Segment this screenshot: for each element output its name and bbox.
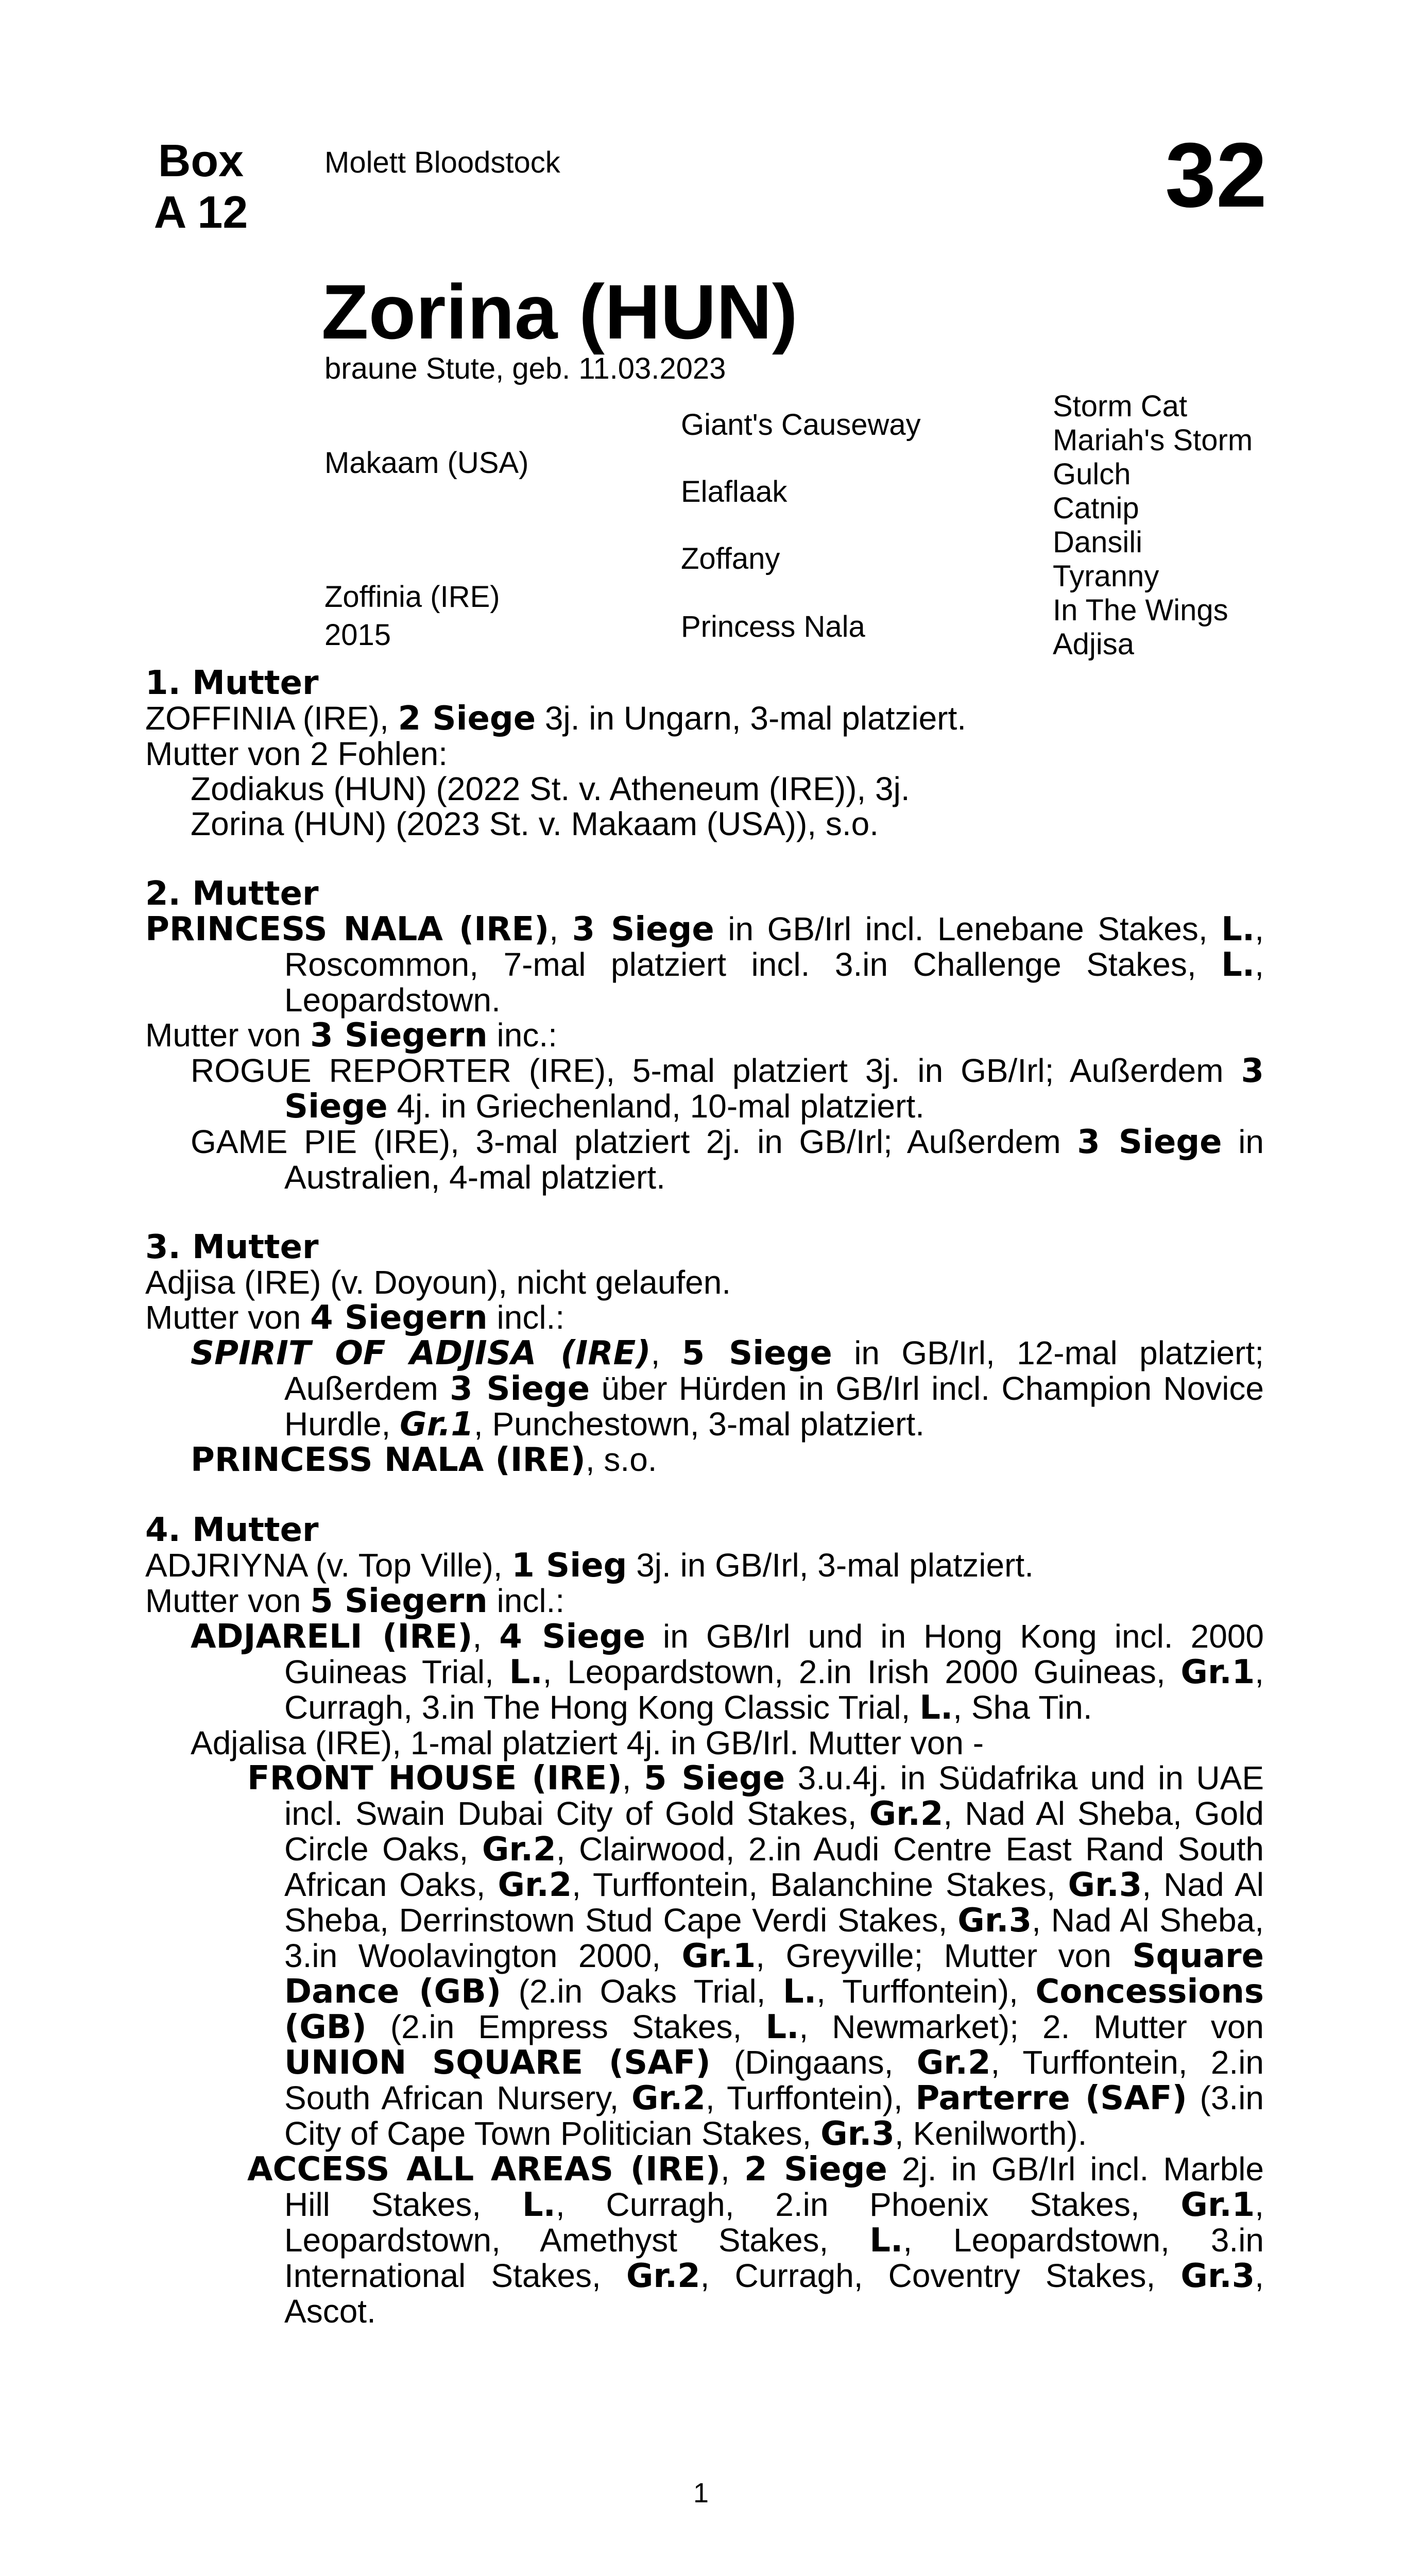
grand-offspring-item: ACCESS ALL AREAS (IRE), 2 Siege 2j. in GB/Irl incl. Marble Hill Stakes, L., Curragh, 2.in Phoenix Stakes, Gr.1, Leopardstown, Amethyst Stakes, L., Leopardstown, 3.in International Stakes, Gr.2, Curragh, Coventry Stakes, Gr.3, Ascot.: [247, 2150, 1264, 2330]
pedigree-gen3: Tyranny: [1053, 560, 1159, 593]
box-number: A 12: [153, 187, 248, 238]
dam-record: PRINCESS NALA (IRE), 3 Siege in GB/Irl incl. Lenebane Stakes, L., Roscommon, 7-mal platziert incl. 3.in Challenge Stakes, L., Leopardstown.: [145, 910, 1264, 1019]
dam-record: ADJRIYNA (v. Top Ville), 1 Sieg 3j. in GB/Irl, 3-mal platziert.: [145, 1547, 1034, 1585]
pedigree-gen3: Gulch: [1053, 457, 1131, 491]
box-title: Box: [158, 135, 244, 186]
offspring-heading: Mutter von 5 Siegern incl.:: [145, 1582, 565, 1620]
pedigree-gen2: Zoffany: [681, 542, 780, 575]
offspring-heading: Mutter von 3 Siegern inc.:: [145, 1016, 557, 1055]
horse-name: Zorina (HUN): [321, 268, 798, 355]
family-text: [145, 666, 1264, 2364]
pedigree-gen3: In The Wings: [1053, 594, 1228, 627]
section-mutter-4: [145, 1513, 1264, 2329]
pedigree-dam-year: 2015: [324, 618, 391, 652]
offspring-item: SPIRIT OF ADJISA (IRE), 5 Siege in GB/Irl, 12-mal platziert; Außerdem 3 Siege über Hürden in GB/Irl incl. Champion Novice Hurdle, Gr.1, Punchestown, 3-mal platziert.: [191, 1334, 1264, 1444]
offspring-item: GAME PIE (IRE), 3-mal platziert 2j. in GB/Irl; Außerdem 3 Siege in Australien, 4-mal platziert.: [191, 1123, 1264, 1196]
offspring-item: Zorina (HUN) (2023 St. v. Makaam (USA)), s.o.: [191, 805, 879, 842]
lot-number: 32: [1165, 124, 1267, 226]
offspring-heading: Mutter von 4 Siegern incl.:: [145, 1299, 565, 1337]
offspring-item: ADJARELI (IRE), 4 Siege in GB/Irl und in Hong Kong incl. 2000 Guineas Trial, L., Leopardstown, 2.in Irish 2000 Guineas, Gr.1, Curragh, 3.in The Hong Kong Classic Trial, L., Sha Tin.: [191, 1618, 1264, 1727]
pedigree-sire: Makaam (USA): [324, 446, 529, 480]
box-label: [144, 135, 258, 238]
section-mutter-2: [145, 876, 1264, 1195]
offspring-item: ROGUE REPORTER (IRE), 5-mal platziert 3j. in GB/Irl; Außerdem 3 Siege 4j. in Griechenland, 10-mal platziert.: [191, 1052, 1264, 1126]
section-mutter-3: [145, 1230, 1264, 1478]
offspring-heading: Mutter von 2 Fohlen:: [145, 735, 448, 772]
pedigree-gen3: Adjisa: [1053, 628, 1134, 661]
pedigree-gen3: Dansili: [1053, 526, 1143, 559]
consignor: Molett Bloodstock: [324, 146, 560, 179]
pedigree-gen3: Mariah's Storm: [1053, 423, 1253, 457]
page-number: 1: [693, 2478, 709, 2509]
horse-description: braune Stute, geb. 11.03.2023: [324, 352, 726, 385]
pedigree-dam: Zoffinia (IRE): [324, 580, 500, 614]
offspring-item: PRINCESS NALA (IRE), s.o.: [191, 1441, 657, 1479]
pedigree-gen2: Princess Nala: [681, 610, 865, 643]
section-title: 2. Mutter: [145, 875, 319, 913]
dam-record: Adjisa (IRE) (v. Doyoun), nicht gelaufen.: [145, 1264, 731, 1301]
pedigree-gen2: Giant's Causeway: [681, 408, 921, 442]
section-title: 3. Mutter: [145, 1228, 319, 1266]
dam-record: ZOFFINIA (IRE), 2 Siege 3j. in Ungarn, 3-mal platziert.: [145, 700, 967, 738]
section-title: 1. Mutter: [145, 664, 319, 702]
pedigree-gen2: Elaflaak: [681, 475, 787, 509]
offspring-item: Adjalisa (IRE), 1-mal platziert 4j. in GB/Irl. Mutter von -: [191, 1724, 984, 1761]
pedigree-gen3: Catnip: [1053, 492, 1139, 525]
pedigree-gen3: Storm Cat: [1053, 389, 1188, 423]
offspring-item: Zodiakus (HUN) (2022 St. v. Atheneum (IRE)), 3j.: [191, 770, 910, 807]
section-title: 4. Mutter: [145, 1511, 319, 1549]
grand-offspring-item: FRONT HOUSE (IRE), 5 Siege 3.u.4j. in Südafrika und in UAE incl. Swain Dubai City of Gold Stakes, Gr.2, Nad Al Sheba, Gold Circle Oaks, Gr.2, Clairwood, 2.in Audi Centre East Rand South African Oaks, Gr.2, Turffontein, Balanchine Stakes, Gr.3, Nad Al Sheba, Derrinstown Stud Cape Verdi Stakes, Gr.3, Nad Al Sheba, 3.in Woolavington 2000, Gr.1, Greyville; Mutter von Square Dance (GB) (2.in Oaks Trial, L., Turffontein), Concessions (GB) (2.in Empress Stakes, L., Newmarket); 2. Mutter von UNION SQUARE (SAF) (Dingaans, Gr.2, Turffontein, 2.in South African Nursery, Gr.2, Turffontein), Parterre (SAF) (3.in City of Cape Town Politician Stakes, Gr.3, Kenilworth).: [247, 1759, 1264, 2153]
section-mutter-1: [145, 666, 1264, 841]
